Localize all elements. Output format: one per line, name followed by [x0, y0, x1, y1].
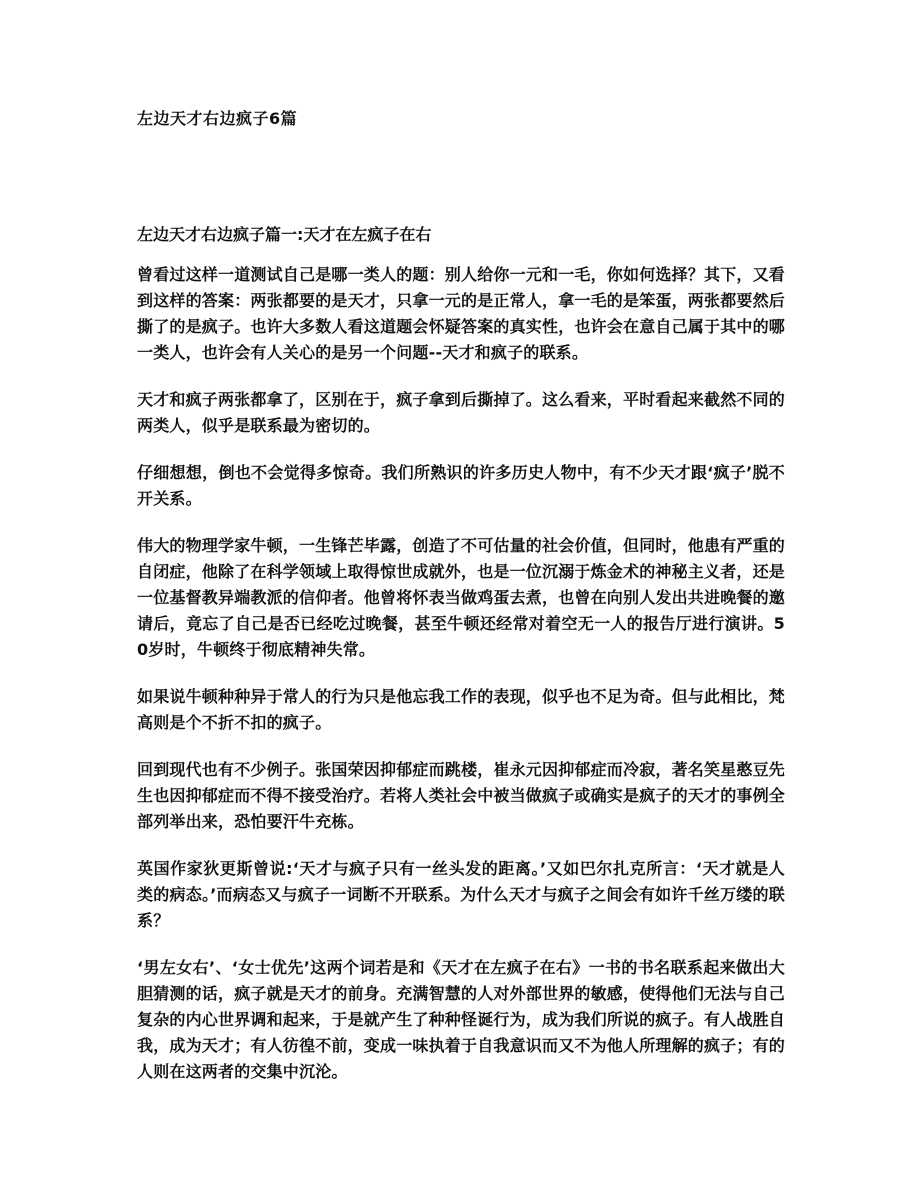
paragraph-1: 曾看过这样一道测试自己是哪一类人的题：别人给你一元和一毛，你如何选择？其下，又看到这样的答案：两张都要的是天才，只拿一元的是正常人，拿一毛的是笨蛋，两张都要然后撕了的是疯子。也许大多数人看这道题会怀疑答案的真实性，也许会在意自己属于其中的哪一类人，也许会有人关心的是另一个问题--天才和疯子的联系。: [137, 265, 786, 362]
paragraph-4: 伟大的物理学家牛顿，一生锋芒毕露，创造了不可估量的社会价值，但同时，他患有严重的自闭症，他除了在科学领域上取得惊世成就外，也是一位沉溺于炼金术的神秘主义者，还是一位基督教异端教派的信仰者。他曾将怀表当做鸡蛋去煮，也曾在向别人发出共进晚餐的邀请后，竟忘了自己是否已经吃过晚餐，甚至牛顿还经常对着空无一人的报告厅进行演讲。50岁时，牛顿终于彻底精神失常。: [137, 536, 786, 659]
document-title: 左边天才右边疯子6篇: [137, 109, 298, 128]
paragraph-5: 如果说牛顿种种异于常人的行为只是他忘我工作的表现，似乎也不足为奇。但与此相比，梵高则是个不折不扣的疯子。: [137, 687, 786, 732]
section-heading: 左边天才右边疯子篇一:天才在左疯子在右: [137, 225, 432, 244]
paragraph-2: 天才和疯子两张都拿了，区别在于，疯子拿到后撕掉了。这么看来，平时看起来截然不同的两类人，似乎是联系最为密切的。: [137, 390, 786, 435]
paragraph-8: ‘男左女右’、‘女士优先’这两个词若是和《天才在左疯子在右》一书的书名联系起来做出大胆猜测的话，疯子就是天才的前身。充满智慧的人对外部世界的敏感，使得他们无法与自己复杂的内心世界调和起来，于是就产生了种种怪诞行为，成为我们所说的疯子。有人战胜自我，成为天才；有人彷徨不前，变成一味执着于自我意识而又不为他人所理解的疯子；有的人则在这两者的交集中沉沦。: [137, 958, 786, 1081]
paragraph-3: 仔细想想，倒也不会觉得多惊奇。我们所熟识的许多历史人物中，有不少天才跟‘疯子’脱不开关系。: [137, 463, 785, 508]
article-body: [137, 262, 785, 1106]
paragraph-6: 回到现代也有不少例子。张国荣因抑郁症而跳楼，崔永元因抑郁症而冷寂，著名笑星憨豆先生也因抑郁症而不得不接受治疗。若将人类社会中被当做疯子或确实是疯子的天才的事例全部列举出来，恐怕要汗牛充栋。: [137, 760, 786, 831]
paragraph-7: 英国作家狄更斯曾说:‘天才与疯子只有一丝头发的距离。’又如巴尔扎克所言：‘天才就是人类的病态。’而病态又与疯子一词断不开联系。为什么天才与疯子之间会有如许千丝万缕的联系？: [137, 859, 785, 930]
